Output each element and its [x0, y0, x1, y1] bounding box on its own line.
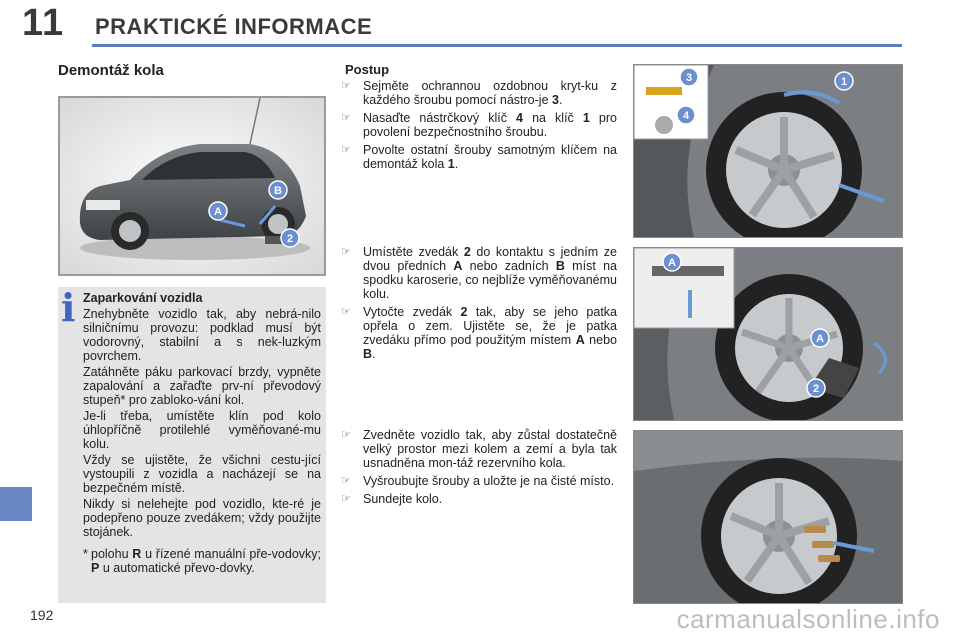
procedure-step: ☞ Povolte ostatní šrouby samotným klíčem na demontáž kola 1.	[341, 143, 617, 171]
svg-text:A: A	[214, 206, 222, 218]
svg-text:2: 2	[812, 383, 820, 395]
watermark: carmanualsonline.info	[676, 604, 940, 634]
svg-text:1: 1	[840, 76, 848, 88]
photo-remove-bolts	[633, 430, 903, 604]
marker-a-inset	[663, 253, 681, 271]
header-divider	[92, 44, 902, 47]
info-paragraph: Vždy se ujistěte, že všichni cestu-jící vystoupili z vozidla a nacházejí se na bezpečném místě.	[83, 453, 321, 495]
procedure-step: ☞ Umístěte zvedák 2 do kontaktu s jedním ze dvou předních A nebo zadních B míst na spodku karoserie, co nejblíže vyměňovanému kolu.	[341, 245, 617, 301]
info-heading: Zaparkování vozidla	[83, 291, 203, 305]
footnote-text: polohu R u řízené manuální pře-vodovky; P u automatické převo-dovky.	[91, 547, 321, 575]
info-paragraph: Je-li třeba, umístěte klín pod kolo úhlopříčně protilehlé vyměňované-mu kolu.	[83, 409, 321, 451]
info-box	[58, 287, 326, 603]
chapter-side-tab	[0, 487, 32, 521]
procedure-group-1	[341, 79, 617, 175]
marker-3	[680, 68, 698, 86]
hand-pointer-icon: ☞	[341, 429, 351, 441]
svg-text:A: A	[816, 333, 824, 345]
svg-text:A: A	[668, 257, 676, 269]
hand-pointer-icon: ☞	[341, 80, 351, 92]
hand-pointer-icon: ☞	[341, 144, 351, 156]
chapter-title: PRAKTICKÉ INFORMACE	[95, 14, 373, 39]
photo-jack-placement	[633, 247, 903, 421]
section-title: Demontáž kola	[58, 62, 164, 79]
car-illustration	[58, 96, 326, 276]
page-number: 192	[30, 607, 54, 623]
marker-2	[807, 379, 825, 397]
procedure-step: ☞ Sundejte kolo.	[341, 492, 443, 506]
marker-a	[209, 202, 227, 220]
marker-2	[281, 229, 299, 247]
svg-text:2: 2	[286, 233, 294, 245]
info-paragraph: Znehybněte vozidlo tak, aby nebrá-nilo silničnímu provozu: podklad musí být vodorovný, stabilní a s nek-luzkým povrchem.	[83, 307, 321, 363]
procedure-title: Postup	[345, 62, 390, 77]
hand-pointer-icon: ☞	[341, 112, 351, 124]
hand-pointer-icon: ☞	[341, 475, 351, 487]
marker-4	[677, 106, 695, 124]
footnote-star: *	[83, 547, 88, 561]
procedure-step: ☞ Nasaďte nástrčkový klíč 4 na klíč 1 pro povolení bezpečnostního šroubu.	[341, 111, 617, 139]
marker-a	[811, 329, 829, 347]
info-icon: i	[61, 285, 76, 330]
chapter-number: 11	[22, 2, 65, 44]
hand-pointer-icon: ☞	[341, 306, 351, 318]
info-paragraph: Zatáhněte páku parkovací brzdy, vypněte zapalování a zařaďte prv-ní převodový stupeň* pro zabloko-vání kol.	[83, 365, 321, 407]
svg-text:4: 4	[682, 110, 690, 122]
hand-pointer-icon: ☞	[341, 493, 351, 505]
procedure-step: ☞ Vytočte zvedák 2 tak, aby se jeho patka opřela o zem. Ujistěte se, že je patka zvedáku přímo pod použitým místem A nebo B.	[341, 305, 617, 361]
marker-b	[269, 181, 287, 199]
procedure-group-3	[341, 428, 617, 510]
procedure-step: ☞ Sejměte ochrannou ozdobnou kryt-ku z každého šroubu pomocí nástro-je 3.	[341, 79, 617, 107]
photo-loosen-bolts	[633, 64, 903, 238]
marker-1	[835, 72, 853, 90]
svg-text:B: B	[274, 185, 282, 197]
hand-pointer-icon: ☞	[341, 246, 351, 258]
footnote	[83, 547, 321, 575]
procedure-step: ☞ Vyšroubujte šrouby a uložte je na čisté místo.	[341, 474, 615, 488]
svg-text:3: 3	[685, 72, 693, 84]
info-paragraph: Nikdy si nelehejte pod vozidlo, kte-ré je podepřeno pouze zvedákem; vždy použijte stojánek.	[83, 497, 321, 539]
procedure-step: ☞ Zvedněte vozidlo tak, aby zůstal dostatečně velký prostor mezi kolem a zemí a byla tak usnadněna mon-táž rezervního kola.	[341, 428, 617, 470]
procedure-group-2	[341, 245, 617, 365]
